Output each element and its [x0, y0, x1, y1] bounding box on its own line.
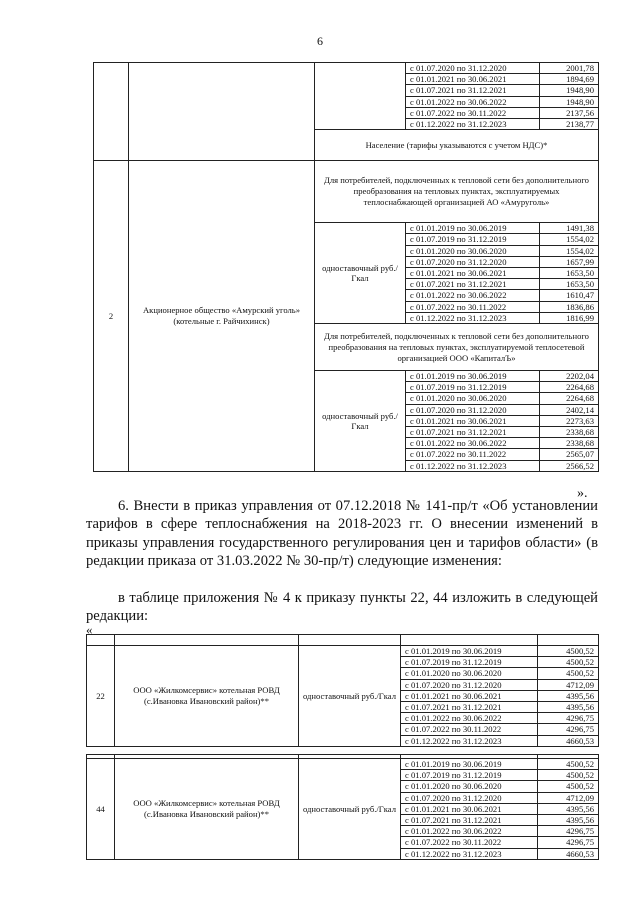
- period-cell: с 01.01.2021 по 30.06.2021: [406, 74, 540, 85]
- tariff-value-cell: 2565,07: [540, 449, 599, 460]
- paragraph-table-instruction: [86, 589, 598, 626]
- period-cell: с 01.01.2020 по 30.06.2020: [401, 668, 538, 679]
- period-cell: с 01.07.2021 по 31.12.2021: [406, 85, 540, 96]
- period-cell: с 01.07.2020 по 31.12.2020: [401, 792, 538, 803]
- period-cell: с 01.01.2022 по 30.06.2022: [406, 290, 540, 301]
- tariff-value-cell: 2566,52: [540, 460, 599, 471]
- period-cell: с 01.07.2022 по 30.11.2022: [401, 837, 538, 848]
- period-cell: с 01.01.2019 по 30.06.2019: [401, 759, 538, 770]
- tariff-value-cell: 2338,68: [540, 438, 599, 449]
- period-cell: с 01.07.2022 по 30.11.2022: [406, 449, 540, 460]
- period-cell: с 01.12.2022 по 31.12.2023: [401, 735, 538, 746]
- tariff-value-cell: 4296,75: [538, 826, 599, 837]
- tariff-value-cell: 4500,52: [538, 770, 599, 781]
- tariff-value-cell: 4500,52: [538, 657, 599, 668]
- organization-cell: [129, 63, 315, 161]
- tariff-value-cell: 1836,86: [540, 301, 599, 312]
- tariff-value-cell: 2202,04: [540, 371, 599, 382]
- tariff-value-cell: 4660,53: [538, 735, 599, 746]
- tariff-value-cell: 4500,52: [538, 668, 599, 679]
- tariff-value-cell: 4395,56: [538, 702, 599, 713]
- tariff-table-22: [86, 634, 599, 747]
- period-cell: с 01.01.2019 по 30.06.2019: [406, 371, 540, 382]
- tariff-value-cell: 4660,53: [538, 848, 599, 859]
- rate-type-cell: одноставочный руб./Гкал: [315, 371, 406, 472]
- period-cell: с 01.01.2019 по 30.06.2019: [401, 646, 538, 657]
- tariff-value-cell: 1491,38: [540, 223, 599, 234]
- period-cell: с 01.12.2022 по 31.12.2023: [401, 848, 538, 859]
- period-cell: с 01.07.2020 по 31.12.2020: [401, 679, 538, 690]
- tariff-value-cell: 4500,52: [538, 759, 599, 770]
- tariff-value-cell: 2273,63: [540, 415, 599, 426]
- tariff-value-cell: 1816,99: [540, 312, 599, 323]
- organization-cell: ООО «Жилкомсервис» котельная РОВД (с.Ивановка Ивановский район)**: [115, 759, 299, 860]
- period-cell: с 01.07.2019 по 31.12.2019: [406, 382, 540, 393]
- tariff-table-44: [86, 754, 599, 860]
- tariff-value-cell: 1948,90: [540, 85, 599, 96]
- period-cell: с 01.12.2022 по 31.12.2023: [406, 312, 540, 323]
- period-cell: с 01.07.2020 по 31.12.2020: [406, 63, 540, 74]
- period-cell: с 01.01.2022 по 30.06.2022: [406, 96, 540, 107]
- period-cell: с 01.01.2021 по 30.06.2021: [406, 415, 540, 426]
- period-cell: с 01.01.2021 по 30.06.2021: [401, 690, 538, 701]
- tariff-value-cell: 1610,47: [540, 290, 599, 301]
- tariff-value-cell: 1554,02: [540, 245, 599, 256]
- tariff-value-cell: 1894,69: [540, 74, 599, 85]
- organization-cell: Акционерное общество «Амурский уголь» (котельные г. Райчихинск): [129, 161, 315, 472]
- period-cell: с 01.01.2022 по 30.06.2022: [401, 713, 538, 724]
- tariff-value-cell: 4712,09: [538, 679, 599, 690]
- tariff-value-cell: 4296,75: [538, 837, 599, 848]
- period-cell: с 01.07.2022 по 30.11.2022: [401, 724, 538, 735]
- rate-type-cell: одноставочный руб./Гкал: [315, 223, 406, 324]
- period-cell: с 01.07.2022 по 30.11.2022: [406, 301, 540, 312]
- period-cell: с 01.07.2019 по 31.12.2019: [401, 657, 538, 668]
- organization-cell: ООО «Жилкомсервис» котельная РОВД (с.Ивановка Ивановский район)**: [115, 646, 299, 747]
- period-cell: с 01.01.2022 по 30.06.2022: [406, 438, 540, 449]
- tariff-value-cell: 4296,75: [538, 713, 599, 724]
- tariff-value-cell: 4395,56: [538, 803, 599, 814]
- group-header-row: [94, 161, 599, 223]
- row-number-cell: 22: [87, 646, 115, 747]
- tariff-value-cell: 2001,78: [540, 63, 599, 74]
- period-cell: с 01.01.2020 по 30.06.2020: [401, 781, 538, 792]
- rate-type-cell: [315, 63, 406, 130]
- period-cell: с 01.07.2020 по 31.12.2020: [406, 256, 540, 267]
- period-cell: с 01.07.2019 по 31.12.2019: [406, 234, 540, 245]
- paragraph-6: [86, 497, 598, 571]
- period-cell: с 01.01.2020 по 30.06.2020: [406, 245, 540, 256]
- group-header-kapital: Для потребителей, подключенных к тепловой сети без дополнительного преобразования на тепловых пунктах, эксплуатируемой теплосетевой организацией ООО «КапиталЪ»: [315, 324, 599, 371]
- rate-type-cell: одноставочный руб./Гкал: [299, 759, 401, 860]
- tariff-value-cell: 2138,77: [540, 119, 599, 130]
- population-note: Население (тарифы указываются с учетом НДС)*: [315, 130, 599, 161]
- paragraph-6-text: 6. Внести в приказ управления от 07.12.2018 № 141-пр/т «Об установлении тарифов в сфере теплоснабжения на 2018-2023 гг. О внесении изменений в приказы управления государственного регулирования цен и тарифов области» (в редакции приказа от 31.03.2022 № 30-пр/т) следующие изменения:: [86, 498, 598, 570]
- row-number-cell: 44: [87, 759, 115, 860]
- closing-quote: ».: [577, 486, 588, 501]
- tariff-value-cell: 4395,56: [538, 690, 599, 701]
- period-cell: с 01.07.2020 по 31.12.2020: [406, 404, 540, 415]
- period-cell: с 01.07.2021 по 31.12.2021: [406, 427, 540, 438]
- tariff-table-amur: [93, 62, 599, 472]
- period-cell: с 01.01.2019 по 30.06.2019: [406, 223, 540, 234]
- period-cell: с 01.07.2021 по 31.12.2021: [406, 279, 540, 290]
- tariff-value-cell: 4500,52: [538, 781, 599, 792]
- paragraph-instruction-text: в таблице приложения № 4 к приказу пункты 22, 44 изложить в следующей редакции:: [86, 590, 598, 625]
- group-header-amurugol: Для потребителей, подключенных к тепловой сети без дополнительного преобразования на тепловых пунктах, эксплуатируемых теплоснабжающей организацией АО «Амуруголь»: [315, 161, 599, 223]
- table-row: [87, 635, 599, 646]
- tariff-value-cell: 1653,50: [540, 268, 599, 279]
- tariff-value-cell: 2264,68: [540, 382, 599, 393]
- tariff-value-cell: 2264,68: [540, 393, 599, 404]
- tariff-value-cell: 4500,52: [538, 646, 599, 657]
- period-cell: с 01.12.2022 по 31.12.2023: [406, 119, 540, 130]
- period-cell: с 01.07.2021 по 31.12.2021: [401, 815, 538, 826]
- table-row: [94, 63, 599, 74]
- row-number-cell: 2: [94, 161, 129, 472]
- tariff-value-cell: 2338,68: [540, 427, 599, 438]
- period-cell: с 01.01.2020 по 30.06.2020: [406, 393, 540, 404]
- tariff-value-cell: 1657,99: [540, 256, 599, 267]
- tariff-value-cell: 4712,09: [538, 792, 599, 803]
- tariff-value-cell: 4395,56: [538, 815, 599, 826]
- tariff-value-cell: 1653,50: [540, 279, 599, 290]
- rate-type-cell: одноставочный руб./Гкал: [299, 646, 401, 747]
- table-row: [87, 646, 599, 657]
- opening-quote: «: [86, 622, 93, 637]
- period-cell: с 01.01.2022 по 30.06.2022: [401, 826, 538, 837]
- period-cell: с 01.01.2021 по 30.06.2021: [406, 268, 540, 279]
- tariff-value-cell: 2137,56: [540, 107, 599, 118]
- table-row: [87, 759, 599, 770]
- period-cell: с 01.12.2022 по 31.12.2023: [406, 460, 540, 471]
- period-cell: с 01.07.2022 по 30.11.2022: [406, 107, 540, 118]
- period-cell: с 01.07.2021 по 31.12.2021: [401, 702, 538, 713]
- tariff-value-cell: 1554,02: [540, 234, 599, 245]
- row-number-cell: [94, 63, 129, 161]
- tariff-value-cell: 4296,75: [538, 724, 599, 735]
- tariff-value-cell: 1948,90: [540, 96, 599, 107]
- page-number: 6: [317, 34, 323, 48]
- tariff-value-cell: 2402,14: [540, 404, 599, 415]
- period-cell: с 01.01.2021 по 30.06.2021: [401, 803, 538, 814]
- period-cell: с 01.07.2019 по 31.12.2019: [401, 770, 538, 781]
